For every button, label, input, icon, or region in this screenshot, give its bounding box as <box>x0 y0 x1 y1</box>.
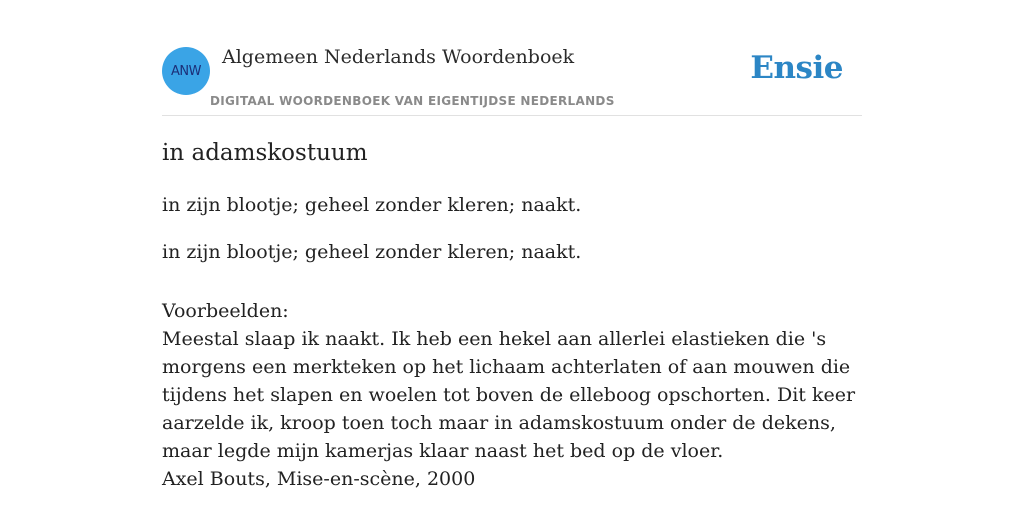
definition-2: in zijn blootje; geheel zonder kleren; naakt. <box>162 241 582 263</box>
site-header <box>162 0 862 116</box>
ensie-brand-link[interactable]: Ensie <box>750 50 843 86</box>
anw-logo[interactable] <box>162 47 210 95</box>
definition-1: in zijn blootje; geheel zonder kleren; naakt. <box>162 194 582 216</box>
logo-text: ANW <box>171 63 201 79</box>
site-title[interactable]: Algemeen Nederlands Woordenboek <box>222 46 575 68</box>
page <box>162 0 862 512</box>
examples-heading: Voorbeelden: <box>162 300 289 322</box>
site-subtitle: DIGITAAL WOORDENBOEK VAN EIGENTIJDSE NEDERLANDS <box>210 94 615 108</box>
examples-section <box>162 297 867 493</box>
entry-title: in adamskostuum <box>162 140 368 166</box>
example-text: Meestal slaap ik naakt. Ik heb een hekel aan allerlei elastieken die 's morgens een merkteken op het lichaam achterlaten of aan mouwen die tijdens het slapen en woelen tot boven de elleboog opschorten. Dit keer aarzelde ik, kroop toen toch maar in adamskostuum onder de dekens, maar legde mijn kamerjas klaar naast het bed op de vloer. <box>162 328 856 462</box>
example-source: Axel Bouts, Mise-en-scène, 2000 <box>162 468 476 490</box>
